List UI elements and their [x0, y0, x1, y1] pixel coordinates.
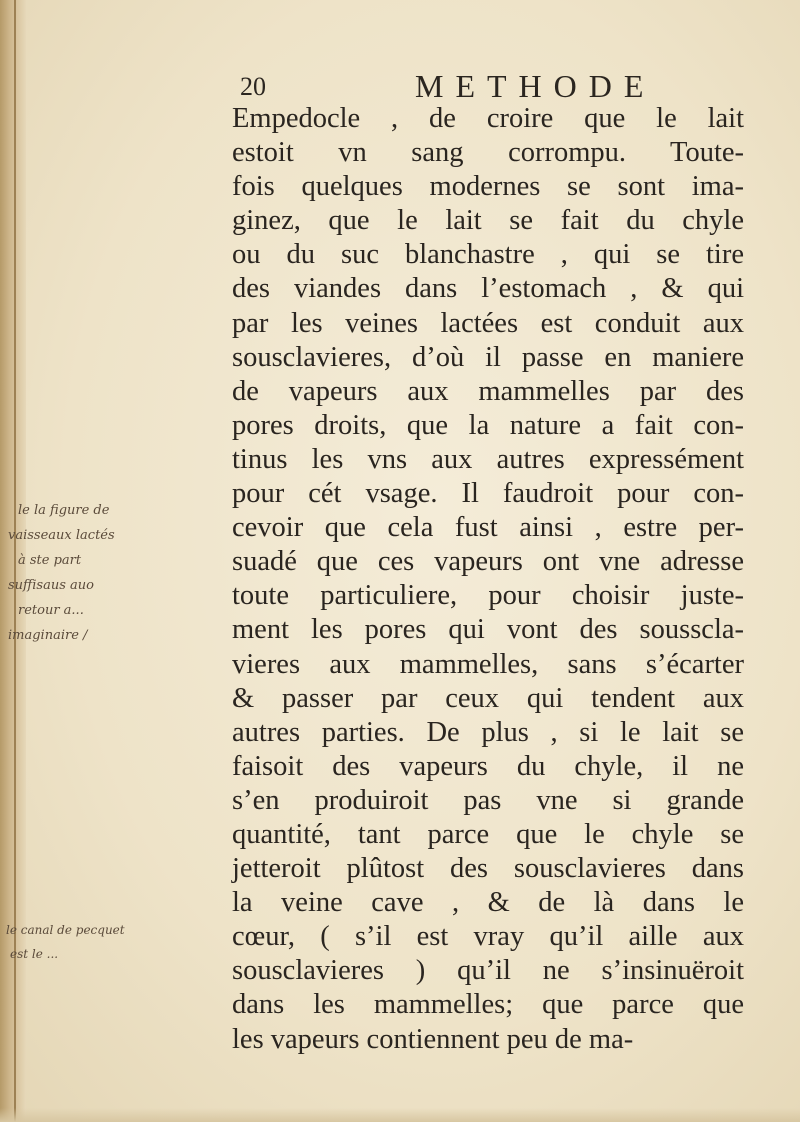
page-bottom-edge [0, 1108, 800, 1122]
text-line: sousclavieres ) qu’il ne s’insinuëroit [232, 955, 744, 987]
note-line: le canal de pecquet [6, 923, 125, 937]
text-line: tinus les vns aux autres expressément [232, 443, 744, 475]
text-line: dans les mammelles; que parce que [232, 989, 744, 1021]
text-line: quantité, tant parce que le chyle se [232, 818, 744, 850]
text-line: jetteroit plûtost des sousclavieres dans [232, 853, 744, 885]
text-line: Empedocle , de croire que le lait [232, 103, 744, 134]
text-line: toute particuliere, pour choisir juste- [232, 580, 744, 612]
body-text [232, 102, 744, 1057]
text-line: & passer par ceux qui tendent aux [232, 682, 744, 714]
handwritten-margin-note [8, 498, 236, 648]
note-line: retour a... [18, 603, 84, 618]
text-line: ment les pores qui vont des sousscla- [232, 614, 744, 646]
text-line: estoit vn sang corrompu. Toute- [232, 137, 744, 169]
page-number: 20 [240, 72, 266, 101]
text-line: sousclavieres, d’où il passe en maniere [232, 341, 744, 373]
text-line: s’en produiroit pas vne si grande [232, 784, 744, 816]
text-line: de vapeurs aux mammelles par des [232, 375, 744, 407]
note-line: vaisseaux lactés [8, 528, 115, 543]
text-line: autres parties. De plus , si le lait se [232, 716, 744, 748]
note-line: à ste part [18, 553, 82, 568]
text-line: faisoit des vapeurs du chyle, il ne [232, 750, 744, 782]
note-line: imaginaire / [8, 628, 88, 643]
handwritten-margin-note [6, 918, 234, 966]
text-line: pores droits, que la nature a fait con- [232, 409, 744, 441]
running-head: METHODE [415, 68, 656, 104]
text-line: par les veines lactées est conduit aux [232, 307, 744, 339]
text-line: vieres aux mammelles, sans s’écarter [232, 648, 744, 680]
text-line: cœur, ( s’il est vray qu’il aille aux [232, 921, 744, 953]
text-line: la veine cave , & de là dans le [232, 887, 744, 919]
text-line: fois quelques modernes se sont ima- [232, 171, 744, 203]
note-line: le la figure de [18, 503, 110, 518]
text-line: les vapeurs contiennent peu de ma- [232, 1023, 634, 1055]
text-line: ginez, que le lait se fait du chyle [232, 205, 744, 237]
text-line: suadé que ces vapeurs ont vne adresse [232, 546, 744, 578]
text-line: des viandes dans l’estomach , & qui [232, 273, 744, 305]
note-line: est le ... [10, 947, 59, 961]
text-line: cevoir que cela fust ainsi , estre per- [232, 512, 744, 544]
text-line: ou du suc blanchastre , qui se tire [232, 239, 744, 271]
text-line: pour cét vsage. Il faudroit pour con- [232, 478, 744, 510]
note-line: suffisaus auo [8, 578, 94, 593]
